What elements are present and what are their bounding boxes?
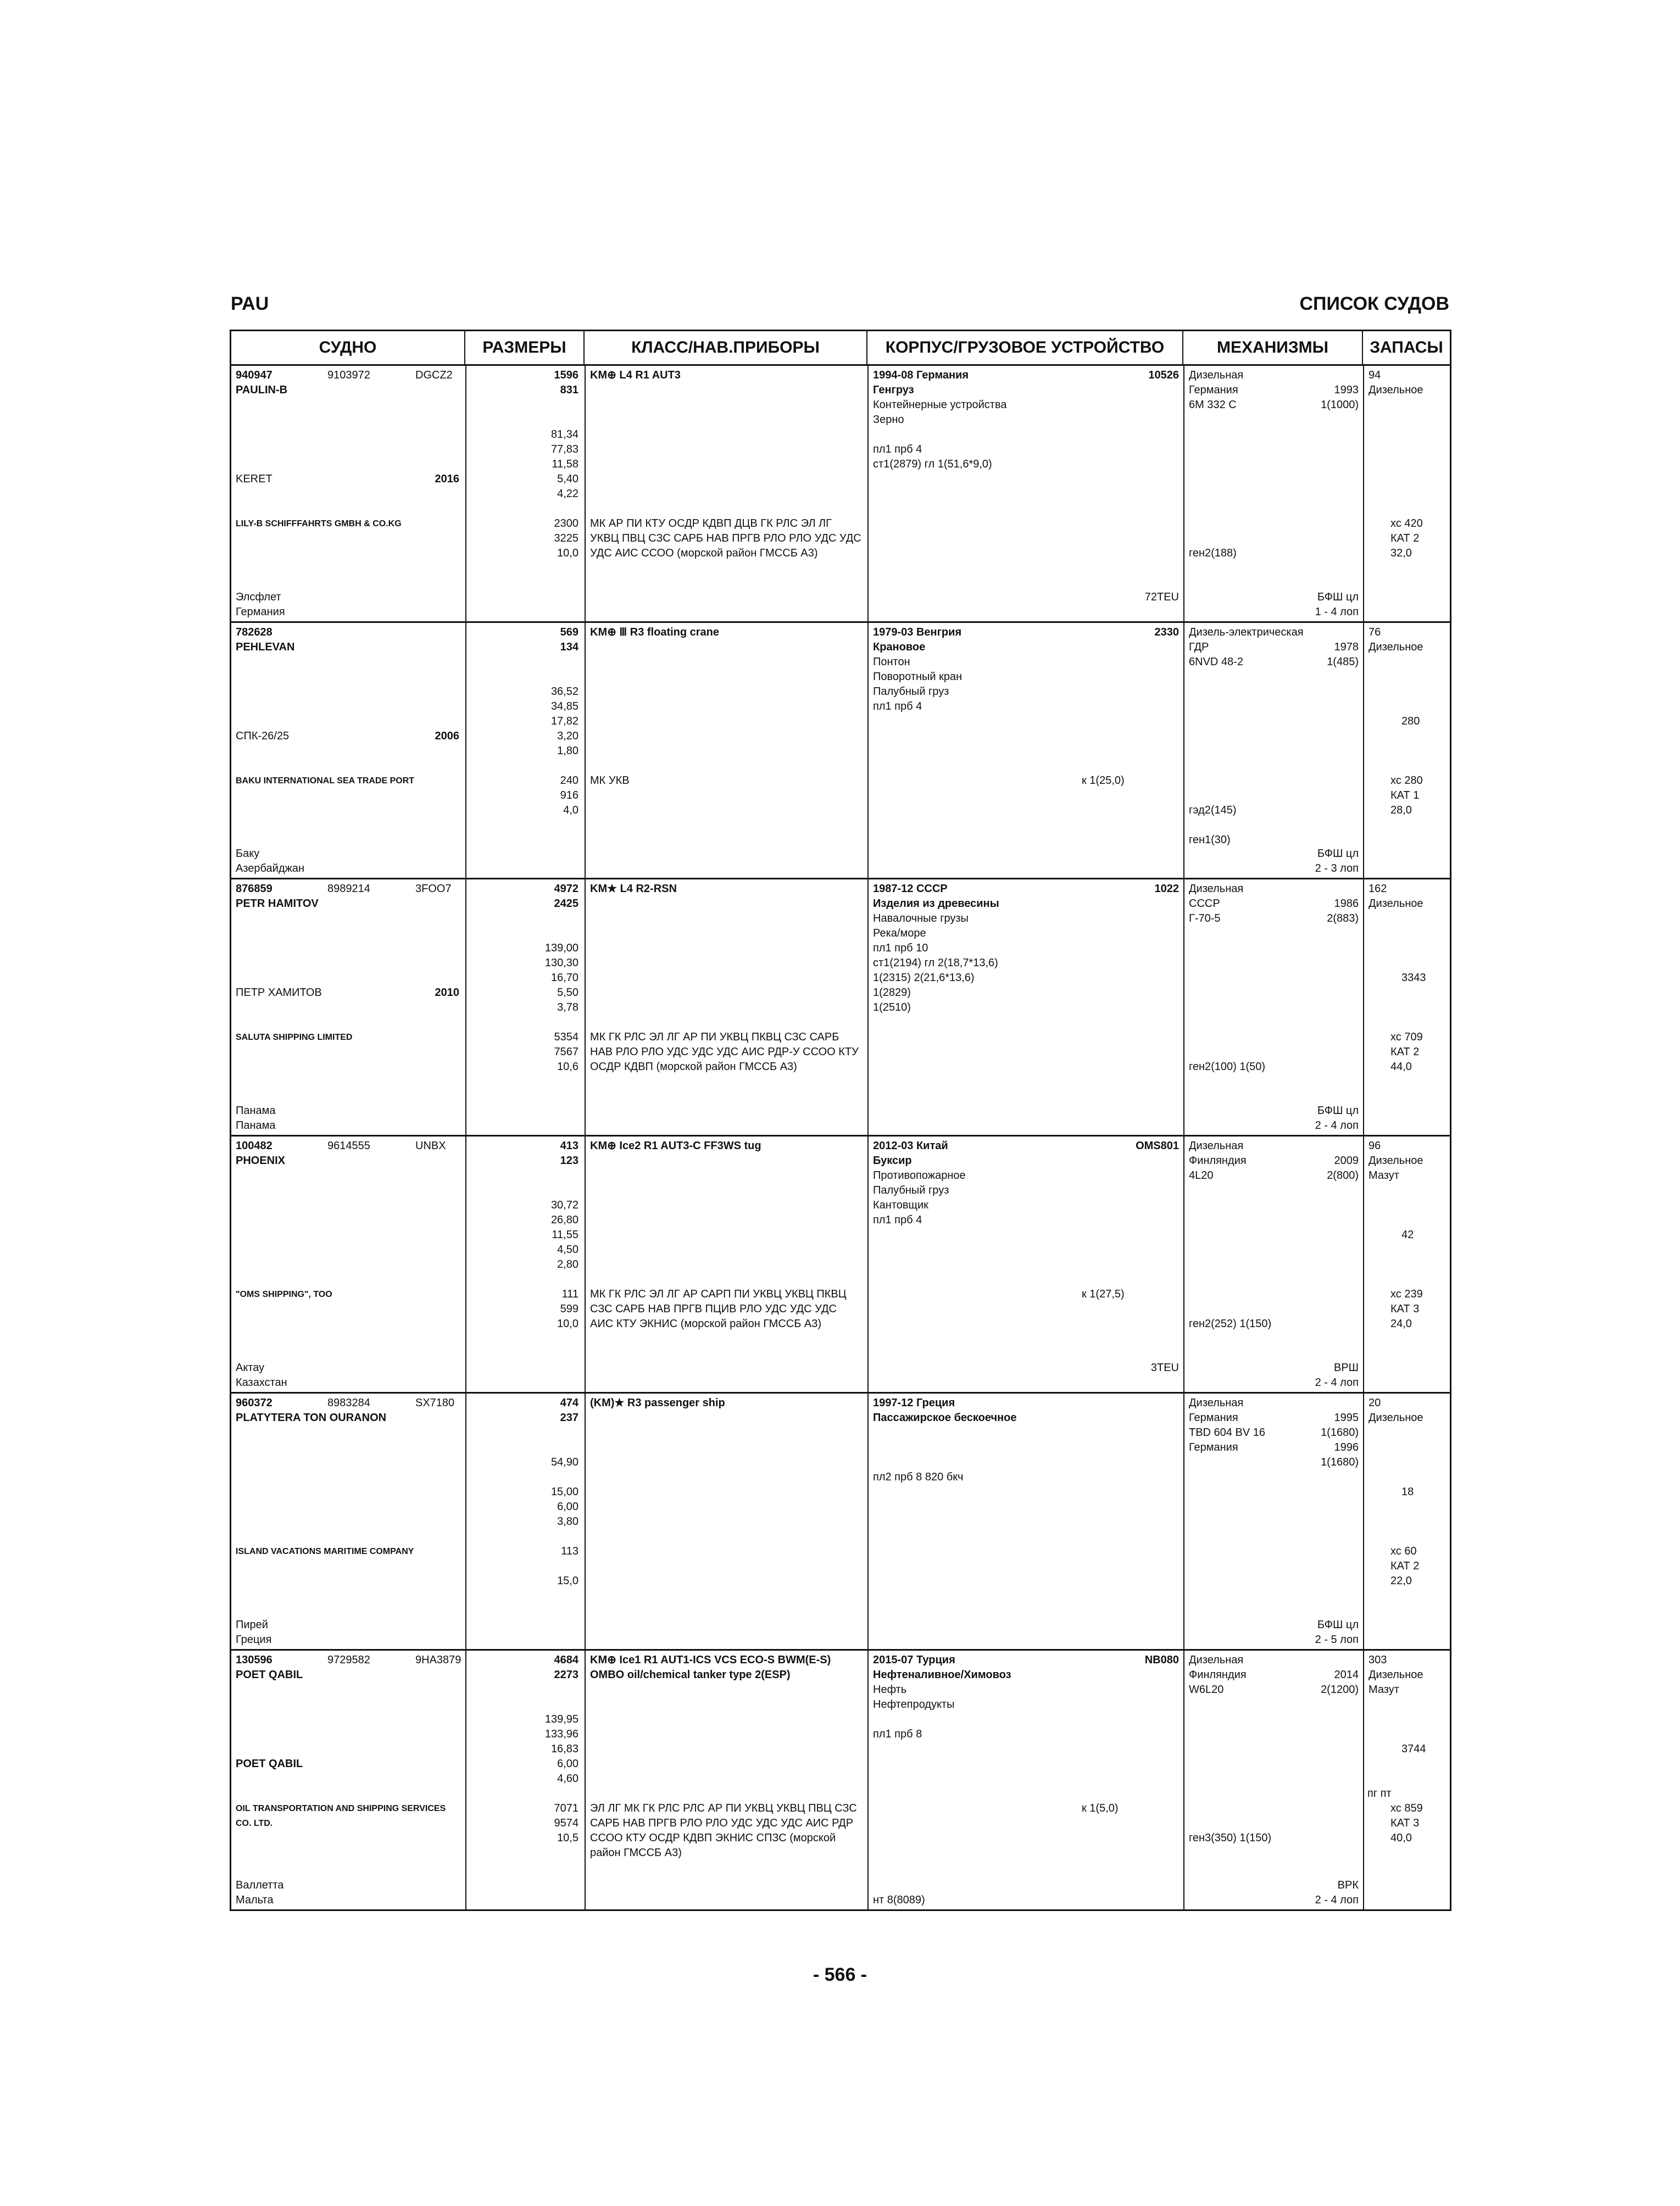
column-divider: [465, 1137, 466, 1392]
stores-value: 18: [1401, 1486, 1414, 1498]
engine-line: Финляндия: [1189, 1155, 1247, 1167]
flag-country: Казахстан: [236, 1377, 287, 1389]
ship-reg-number: 100482: [236, 1140, 272, 1152]
dimension-value: 139,95: [544, 1713, 578, 1725]
ship-callsign: UNBX: [415, 1140, 446, 1152]
stores-line: 303: [1369, 1654, 1387, 1666]
propeller-line: 2 - 3 лоп: [1315, 862, 1359, 874]
dimension-value: 130,30: [544, 957, 578, 969]
engine-year: 1978: [1334, 641, 1359, 653]
hull-line: Нефть: [873, 1684, 907, 1696]
stores-line: Дизельное: [1369, 1412, 1423, 1424]
class-notation: KM⊕ Ⅲ R3 floating crane: [590, 626, 720, 638]
column-divider: [585, 1651, 586, 1911]
column-divider: [1363, 1137, 1364, 1392]
hull-line: Контейнерные устройства: [873, 399, 1007, 411]
ship-imo: 8989214: [327, 883, 370, 895]
dimension-value: 30,72: [550, 1199, 578, 1211]
column-divider: [465, 623, 466, 878]
propeller-line: 1 - 4 лоп: [1315, 606, 1359, 618]
hull-line: пл1 прб 8: [873, 1728, 922, 1740]
col-ship: СУДНО: [231, 331, 465, 364]
hull-line: 1(2829): [873, 987, 911, 999]
hull-build-info: 1987-12 СССР: [873, 883, 948, 895]
flag-country: Греция: [236, 1634, 272, 1646]
dimension-value: 11,55: [552, 1229, 578, 1241]
class-notation: KM⊕ Ice1 R1 AUT1-ICS VCS ECO-S BWM(E-S) OMBO oil/chemical tanker type 2(ESP): [590, 1654, 831, 1681]
ship-owner: LILY-B SCHIFFFAHRTS GMBH & CO.KG: [236, 519, 402, 528]
hull-line: пл1 прб 4: [873, 1214, 922, 1226]
dimension-value: 569: [560, 626, 578, 638]
engine-line: Дизельная: [1189, 1140, 1244, 1152]
dimension-value: 139,00: [544, 942, 578, 954]
engine-year: 2009: [1334, 1155, 1359, 1167]
stores-line: Дизельное: [1369, 1155, 1423, 1167]
column-divider: [585, 1394, 586, 1649]
hull-line: Буксир: [873, 1155, 912, 1167]
home-port: Панама: [236, 1105, 276, 1117]
running-header-right: СПИСОК СУДОВ: [1299, 293, 1449, 314]
column-divider: [1363, 1394, 1364, 1649]
hull-crane: к 1(27,5): [1082, 1288, 1125, 1300]
hull-build-number: 1022: [1154, 883, 1179, 895]
ship-imo: 9729582: [327, 1654, 370, 1666]
ship-list-table: [230, 330, 1451, 1911]
hull-teu: 72TEU: [1144, 591, 1179, 603]
ship-name: PHOENIX: [236, 1155, 286, 1167]
hull-line: 1(2510): [873, 1001, 911, 1013]
ship-reg-number: 960372: [236, 1397, 272, 1409]
hull-line: Зерно: [873, 414, 904, 426]
running-header-left: PAU: [231, 293, 269, 314]
stores-line: КАТ 2: [1390, 1560, 1420, 1572]
hull-line: Поворотный кран: [873, 671, 963, 683]
hull-build-info: 1979-03 Венгрия: [873, 626, 962, 638]
hull-build-number: 2330: [1154, 626, 1179, 638]
engine-line: Дизель-электрическая: [1189, 626, 1304, 638]
generator: ген2(252) 1(150): [1189, 1318, 1272, 1330]
ship-imo: 8983284: [327, 1397, 370, 1409]
stores-value: 280: [1401, 715, 1420, 727]
engine-line: ГДР: [1189, 641, 1209, 653]
ship-owner: SALUTA SHIPPING LIMITED: [236, 1033, 353, 1042]
hull-line: Генгруз: [873, 384, 914, 396]
dimension-value: 3225: [554, 532, 578, 544]
dimension-value: 133,96: [544, 1728, 578, 1740]
stores-value: 42: [1401, 1229, 1414, 1241]
engine-line: Дизельная: [1189, 883, 1244, 895]
stores-line: КАТ 2: [1390, 532, 1420, 544]
ship-owner: "OMS SHIPPING", ТОО: [236, 1290, 332, 1299]
stores-line: КАТ 2: [1390, 1046, 1420, 1058]
column-divider: [867, 1651, 869, 1911]
dimension-value: 9574: [554, 1817, 578, 1829]
stores-line: 22,0: [1390, 1575, 1412, 1587]
stores-line: 162: [1369, 883, 1387, 895]
dimension-value: 4972: [554, 883, 578, 895]
ship-reg-number: 940947: [236, 369, 272, 381]
propeller-line: БФШ цл: [1317, 1619, 1359, 1631]
dimension-value: 10,0: [557, 547, 578, 559]
class-notation: KM⊕ L4 R1 AUT3: [590, 369, 681, 381]
dimension-value: 6,00: [557, 1758, 578, 1770]
stores-line: Дизельное: [1369, 384, 1423, 396]
engine-year: 1986: [1334, 898, 1359, 910]
ship-owner: OIL TRANSPORTATION AND SHIPPING SERVICES CO. LTD.: [236, 1804, 446, 1828]
generator: ген2(188): [1189, 547, 1237, 559]
ship-imo: 9103972: [327, 369, 370, 381]
column-divider: [867, 1137, 869, 1392]
hull-line: Понтон: [873, 656, 910, 668]
stores-line: хс 709: [1390, 1031, 1423, 1043]
hull-line: Палубный груз: [873, 1184, 949, 1196]
stores-line: КАТ 1: [1390, 789, 1420, 801]
propeller-line: 2 - 5 лоп: [1315, 1634, 1359, 1646]
home-port: Элсфлет: [236, 591, 281, 603]
ship-name: PETR HAMITOV: [236, 898, 319, 910]
dimension-value: 77,83: [550, 443, 578, 455]
ship-record: [231, 623, 1450, 879]
engine-line: 4L20: [1189, 1169, 1214, 1182]
ship-build-year: 2016: [435, 473, 459, 485]
hull-build-info: 2012-03 Китай: [873, 1140, 948, 1152]
stores-line: Мазут: [1369, 1684, 1399, 1696]
dimension-value: 16,83: [550, 1743, 578, 1755]
hull-line: Кантовщик: [873, 1199, 928, 1211]
column-divider: [1183, 1137, 1184, 1392]
hull-line: Противопожарное: [873, 1169, 966, 1182]
column-divider: [1363, 879, 1364, 1135]
stores-line: 20: [1369, 1397, 1381, 1409]
nav-equipment: ЭЛ ЛГ МК ГК РЛС РЛС АР ПИ УКВЦ УКВЦ ПВЦ СЗС САРБ НАВ ПРГВ РЛО РЛО УДС УДС УДС АИС РДР ССОО КТУ ОСДР КДВП ЭКНИС СПЗС (морской район ГМССБ А3): [590, 1802, 857, 1859]
dimension-value: 54,90: [550, 1456, 578, 1468]
dimension-value: 5,40: [557, 473, 578, 485]
stores-line: 32,0: [1390, 547, 1412, 559]
dimension-value: 5,50: [557, 987, 578, 999]
dimension-value: 5354: [554, 1031, 578, 1043]
col-hull: КОРПУС/ГРУЗОВОЕ УСТРОЙСТВО: [867, 331, 1183, 364]
dimension-value: 10,6: [557, 1061, 578, 1073]
flag-country: Мальта: [236, 1894, 274, 1906]
stores-marker: пг пт: [1367, 1787, 1392, 1800]
dimension-value: 4,22: [557, 488, 578, 500]
engine-line: Дизельная: [1189, 369, 1244, 381]
hull-line: Река/море: [873, 927, 926, 939]
nav-equipment: МК АР ПИ КТУ ОСДР КДВП ДЦВ ГК РЛС ЭЛ ЛГ УКВЦ ПВЦ СЗС САРБ НАВ ПРГВ РЛО РЛО УДС УДС УДС АИС ССОО (морской район ГМССБ А3): [590, 517, 861, 559]
stores-line: Мазут: [1369, 1169, 1399, 1182]
dimension-value: 1,80: [557, 745, 578, 757]
propeller-line: 2 - 4 лоп: [1315, 1377, 1359, 1389]
engine-year: 1993: [1334, 384, 1359, 396]
propeller-line: 2 - 4 лоп: [1315, 1119, 1359, 1132]
stores-value: 3343: [1401, 972, 1426, 984]
stores-value: 3744: [1401, 1743, 1426, 1755]
hull-build-info: 1997-12 Греция: [873, 1397, 955, 1409]
dimension-value: 34,85: [550, 700, 578, 712]
dimension-value: 4,0: [563, 804, 578, 816]
dimension-value: 134: [560, 641, 578, 653]
ship-former-name: СПК-26/25: [236, 730, 290, 742]
dimension-value: 81,34: [550, 428, 578, 441]
dimension-value: 15,00: [550, 1486, 578, 1498]
hull-line: Пассажирское бескоечное: [873, 1412, 1017, 1424]
dimension-value: 36,52: [550, 686, 578, 698]
hull-teu: 3TEU: [1150, 1362, 1179, 1374]
ship-build-year: 2006: [435, 730, 459, 742]
flag-country: Германия: [236, 606, 285, 618]
dimension-value: 10,5: [557, 1832, 578, 1844]
ship-imo: 9614555: [327, 1140, 370, 1152]
column-divider: [867, 366, 869, 621]
engine-year: 2014: [1334, 1669, 1359, 1681]
engine-line: Дизельная: [1189, 1654, 1244, 1666]
stores-line: 28,0: [1390, 804, 1412, 816]
ship-record: [231, 1651, 1450, 1911]
hull-line: Палубный груз: [873, 686, 949, 698]
dimension-value: 16,70: [550, 972, 578, 984]
column-divider: [1363, 366, 1364, 621]
home-port: Баку: [236, 848, 260, 860]
dimension-value: 4,50: [557, 1244, 578, 1256]
hull-line: 1(2315) 2(21,6*13,6): [873, 972, 975, 984]
ship-former-name: ПЕТР ХАМИТОВ: [236, 987, 322, 999]
engine-line: 6NVD 48-2: [1189, 656, 1243, 668]
stores-line: хс 239: [1390, 1288, 1423, 1300]
hull-line: пл1 прб 4: [873, 700, 922, 712]
engine-power: 1(1680): [1321, 1427, 1359, 1439]
ship-owner: BAKU INTERNATIONAL SEA TRADE PORT: [236, 776, 415, 786]
engine-line: Германия: [1189, 1412, 1238, 1424]
class-notation: KM★ L4 R2-RSN: [590, 883, 677, 895]
stores-line: 94: [1369, 369, 1381, 381]
column-divider: [465, 1394, 466, 1649]
column-divider: [585, 366, 586, 621]
engine-year: 1995: [1334, 1412, 1359, 1424]
dimension-value: 15,0: [557, 1575, 578, 1587]
ship-record: [231, 1137, 1450, 1394]
dimension-value: 831: [560, 384, 578, 396]
col-machinery: МЕХАНИЗМЫ: [1183, 331, 1363, 364]
dimension-value: 7071: [554, 1802, 578, 1814]
dimension-value: 599: [560, 1303, 578, 1315]
stores-line: 76: [1369, 626, 1381, 638]
stores-line: хс 60: [1390, 1545, 1417, 1557]
engine-line: Германия: [1189, 1441, 1238, 1453]
propeller-line: ВРК: [1337, 1879, 1359, 1891]
dimension-value: 1596: [554, 369, 578, 381]
column-divider: [1183, 366, 1184, 621]
ship-reg-number: 130596: [236, 1654, 272, 1666]
generator: гэд2(145): [1189, 804, 1237, 816]
column-divider: [465, 1651, 466, 1911]
hull-line: пл2 прб 8 820 бкч: [873, 1471, 964, 1483]
stores-line: 24,0: [1390, 1318, 1412, 1330]
class-notation: KM⊕ Ice2 R1 AUT3-C FF3WS tug: [590, 1140, 761, 1152]
hull-build-number: OMS801: [1136, 1140, 1179, 1152]
stores-line: 40,0: [1390, 1832, 1412, 1844]
dimension-value: 240: [560, 775, 578, 787]
stores-line: хс 280: [1390, 775, 1423, 787]
ship-callsign: DGCZ2: [415, 369, 453, 381]
engine-line: W6L20: [1189, 1684, 1224, 1696]
stores-line: 96: [1369, 1140, 1381, 1152]
hull-build-number: 10526: [1148, 369, 1179, 381]
dimension-value: 113: [561, 1545, 578, 1557]
home-port: Валлетта: [236, 1879, 284, 1891]
generator: ген3(350) 1(150): [1189, 1832, 1272, 1844]
col-dimensions: РАЗМЕРЫ: [465, 331, 585, 364]
engine-power: 1(1000): [1321, 399, 1359, 411]
dimension-value: 2,80: [557, 1258, 578, 1271]
flag-country: Панама: [236, 1119, 276, 1132]
dimension-value: 6,00: [557, 1501, 578, 1513]
engine-line: Финляндия: [1189, 1669, 1247, 1681]
engine-line: 6M 332 C: [1189, 399, 1237, 411]
dimension-value: 4,60: [557, 1773, 578, 1785]
nav-equipment: МК ГК РЛС ЭЛ ЛГ АР ПИ УКВЦ ПКВЦ СЗС САРБ НАВ РЛО РЛО УДС УДС УДС АИС РДР-У ССОО КТУ ОСДР КДВП (морской район ГМССБ А3): [590, 1031, 859, 1073]
dimension-value: 916: [560, 789, 578, 801]
propeller-line: 2 - 4 лоп: [1315, 1894, 1359, 1906]
dimension-value: 4684: [554, 1654, 578, 1666]
column-divider: [867, 623, 869, 878]
column-divider: [1183, 1651, 1184, 1911]
column-divider: [867, 1394, 869, 1649]
dimension-value: 3,80: [557, 1516, 578, 1528]
hull-line: Нефтепродукты: [873, 1698, 955, 1711]
hull-line: Изделия из древесины: [873, 898, 999, 910]
stores-line: КАТ 3: [1390, 1303, 1420, 1315]
home-port: Пирей: [236, 1619, 268, 1631]
column-divider: [1183, 879, 1184, 1135]
ship-name: PLATYTERA TON OURANON: [236, 1412, 387, 1424]
generator-2: ген1(30): [1189, 834, 1231, 846]
propeller-line: БФШ цл: [1317, 591, 1359, 603]
stores-line: хс 859: [1390, 1802, 1423, 1814]
column-divider: [585, 879, 586, 1135]
dimension-value: 111: [561, 1288, 578, 1300]
ship-former-name: KERET: [236, 473, 272, 485]
propeller-line: БФШ цл: [1317, 1105, 1359, 1117]
ship-callsign: 3FOO7: [415, 883, 452, 895]
engine-power: 2(1200): [1321, 1684, 1359, 1696]
engine-line: Г-70-5: [1189, 912, 1221, 924]
class-notation: (KM)★ R3 passenger ship: [590, 1397, 725, 1409]
ship-reg-number: 782628: [236, 626, 272, 638]
ship-former-name: POET QABIL: [236, 1758, 303, 1770]
dimension-value: 2425: [554, 898, 578, 910]
table-header: [231, 331, 1450, 366]
engine-power: 2(883): [1327, 912, 1359, 924]
column-divider: [585, 623, 586, 878]
dimension-value: 413: [560, 1140, 578, 1152]
stores-line: хс 420: [1390, 517, 1423, 530]
ship-record: [231, 366, 1450, 623]
hull-line: Навалочные грузы: [873, 912, 969, 924]
dimension-value: 474: [560, 1397, 578, 1409]
hull-crane: к 1(25,0): [1082, 775, 1125, 787]
page-number: - 566 -: [813, 1964, 867, 1985]
engine-power: 2(800): [1327, 1169, 1359, 1182]
hull-line: Нефтеналивное/Химовоз: [873, 1669, 1011, 1681]
stores-line: Дизельное: [1369, 1669, 1423, 1681]
ship-reg-number: 876859: [236, 883, 272, 895]
engine-line: TBD 604 BV 16: [1189, 1427, 1265, 1439]
dimension-value: 3,78: [557, 1001, 578, 1013]
dimension-value: 237: [560, 1412, 578, 1424]
hull-crane: к 1(5,0): [1082, 1802, 1119, 1814]
ship-owner: ISLAND VACATIONS MARITIME COMPANY: [236, 1547, 414, 1556]
dimension-value: 2273: [554, 1669, 578, 1681]
stores-line: 44,0: [1390, 1061, 1412, 1073]
hull-build-info: 2015-07 Турция: [873, 1654, 955, 1666]
home-port: Актау: [236, 1362, 265, 1374]
ship-callsign: 9HA3879: [415, 1654, 461, 1666]
col-stores: ЗАПАСЫ: [1370, 338, 1443, 356]
stores-line: Дизельное: [1369, 641, 1423, 653]
column-divider: [1183, 623, 1184, 878]
engine-line: Германия: [1189, 384, 1238, 396]
dimension-value: 2300: [554, 517, 578, 530]
engine-power-2: 1(1680): [1321, 1456, 1359, 1468]
dimension-value: 123: [560, 1155, 578, 1167]
hull-build-info: 1994-08 Германия: [873, 369, 969, 381]
hull-line: Крановое: [873, 641, 926, 653]
generator: ген2(100) 1(50): [1189, 1061, 1266, 1073]
ship-name: PAULIN-B: [236, 384, 288, 396]
col-class: КЛАСС/НАВ.ПРИБОРЫ: [585, 331, 867, 364]
ship-record: [231, 879, 1450, 1137]
column-divider: [1363, 623, 1364, 878]
propeller-line: ВРШ: [1333, 1362, 1359, 1374]
column-divider: [585, 1137, 586, 1392]
ship-name: POET QABIL: [236, 1669, 303, 1681]
dimension-value: 17,82: [550, 715, 578, 727]
nav-equipment: МК ГК РЛС ЭЛ ЛГ АР САРП ПИ УКВЦ УКВЦ ПКВЦ СЗС САРБ НАВ ПРГВ ПЦИВ РЛО УДС УДС УДС АИС КТУ ЭКНИС (морской район ГМССБ А3): [590, 1288, 847, 1330]
hull-build-number: NB080: [1144, 1654, 1179, 1666]
stores-line: КАТ 3: [1390, 1817, 1420, 1829]
dimension-value: 3,20: [557, 730, 578, 742]
dimension-value: 10,0: [557, 1318, 578, 1330]
nav-equipment: МК УКВ: [590, 775, 630, 787]
column-divider: [1183, 1394, 1184, 1649]
ship-name: PEHLEVAN: [236, 641, 295, 653]
engine-line: СССР: [1189, 898, 1220, 910]
column-divider: [1363, 1651, 1364, 1911]
dimension-value: 7567: [554, 1046, 578, 1058]
column-divider: [867, 879, 869, 1135]
engine-line: Дизельная: [1189, 1397, 1244, 1409]
column-divider: [465, 366, 466, 621]
propeller-line: БФШ цл: [1317, 848, 1359, 860]
hull-line: ст1(2194) гл 2(18,7*13,6): [873, 957, 998, 969]
ship-callsign: SX7180: [415, 1397, 455, 1409]
stores-line: Дизельное: [1369, 898, 1423, 910]
flag-country: Азербайджан: [236, 862, 305, 874]
hull-line: ст1(2879) гл 1(51,6*9,0): [873, 458, 992, 470]
ship-record: [231, 1394, 1450, 1651]
column-divider: [465, 879, 466, 1135]
ship-build-year: 2010: [435, 987, 459, 999]
dimension-value: 26,80: [550, 1214, 578, 1226]
hull-line: пл1 прб 4: [873, 443, 922, 455]
dimension-value: 11,58: [552, 458, 578, 470]
engine-power: 1(485): [1327, 656, 1359, 668]
engine-year-2: 1996: [1334, 1441, 1359, 1453]
hull-tanks: нт 8(8089): [873, 1894, 925, 1906]
hull-line: пл1 прб 10: [873, 942, 928, 954]
